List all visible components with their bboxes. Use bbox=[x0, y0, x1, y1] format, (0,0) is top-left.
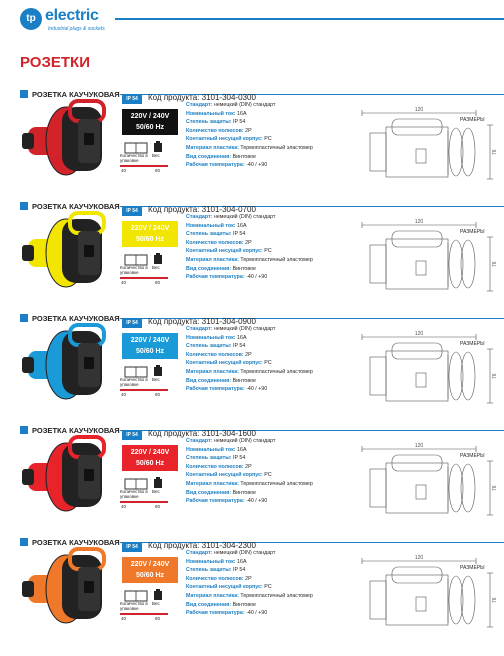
weight-icon bbox=[153, 589, 163, 601]
ip-badge: IP 54 bbox=[122, 319, 142, 328]
spec-key: Номинальный ток: bbox=[186, 446, 236, 453]
spec-key: Контактный несущей корпус: bbox=[186, 472, 263, 479]
spec-value: немецкий (DIN) стандарт bbox=[213, 214, 276, 220]
header-divider bbox=[115, 18, 504, 20]
pack-bar bbox=[120, 389, 168, 391]
dimension-height: 76 bbox=[492, 373, 498, 379]
spec-row-temp bbox=[186, 161, 356, 170]
spec-row-poles bbox=[186, 463, 356, 472]
brand-tagline: Industrial plugs & sockets bbox=[48, 26, 105, 32]
product-section bbox=[0, 537, 504, 649]
dimension-length: 120 bbox=[414, 107, 424, 113]
spec-row-connection bbox=[186, 489, 356, 498]
spec-list bbox=[186, 213, 356, 282]
dimension-drawing bbox=[356, 435, 504, 517]
code-prefix: Код продукта: bbox=[148, 541, 200, 550]
spec-row-standard bbox=[186, 549, 356, 558]
dimension-drawing bbox=[356, 99, 504, 181]
spec-list bbox=[186, 437, 356, 506]
spec-row-connection bbox=[186, 265, 356, 274]
spec-key: Вид соединения: bbox=[186, 601, 232, 608]
spec-row-connection bbox=[186, 377, 356, 386]
spec-value: -40 / +90 bbox=[246, 386, 268, 393]
spec-value: Термопластичный эластомер bbox=[240, 368, 313, 375]
dimensions-label: РАЗМЕРЫ bbox=[460, 229, 485, 235]
spec-key: Материал пластика: bbox=[186, 592, 239, 599]
spec-key: Вид соединения: bbox=[186, 153, 232, 160]
spec-row-temp bbox=[186, 385, 356, 394]
spec-value: Винтовое bbox=[232, 489, 256, 496]
spec-row-current bbox=[186, 446, 356, 455]
spec-row-material bbox=[186, 592, 356, 601]
spec-value: 2P bbox=[245, 239, 252, 246]
spec-value: Термопластичный эластомер bbox=[240, 592, 313, 599]
spec-row-material bbox=[186, 256, 356, 265]
spec-key: Материал пластика: bbox=[186, 256, 239, 263]
spec-row-current bbox=[186, 334, 356, 343]
weight-value: 60 bbox=[155, 392, 161, 397]
spec-value: 2P bbox=[245, 127, 252, 134]
code-value: 3101-304-0900 bbox=[201, 317, 256, 326]
code-prefix: Код продукта: bbox=[148, 205, 200, 214]
spec-value: 16A bbox=[237, 558, 247, 565]
code-prefix: Код продукта: bbox=[148, 429, 200, 438]
dimension-length: 120 bbox=[414, 443, 424, 449]
voltage-badge bbox=[122, 221, 178, 247]
dimension-length: 120 bbox=[414, 555, 424, 561]
pack-quantity: 40 bbox=[121, 392, 127, 397]
dimension-length: 120 bbox=[414, 331, 424, 337]
voltage-badge bbox=[122, 109, 178, 135]
code-value: 3101-304-0300 bbox=[201, 93, 256, 102]
spec-value: PC bbox=[264, 360, 272, 367]
spec-row-material bbox=[186, 144, 356, 153]
spec-key: Номинальный ток: bbox=[186, 334, 236, 341]
spec-value: -40 / +90 bbox=[246, 498, 268, 505]
brand-logo-mark: tp bbox=[20, 8, 42, 30]
weight-value: 60 bbox=[155, 280, 161, 285]
dimensions-label: РАЗМЕРЫ bbox=[460, 341, 485, 347]
pack-label: Количество в упаковке bbox=[120, 377, 148, 387]
spec-row-current bbox=[186, 222, 356, 231]
pack-bar bbox=[120, 165, 168, 167]
pack-bar bbox=[120, 501, 168, 503]
frequency-line: 50/60 Hz bbox=[135, 572, 165, 579]
pack-quantity: 40 bbox=[121, 616, 127, 621]
spec-row-temp bbox=[186, 273, 356, 282]
spec-value: 2P bbox=[245, 463, 252, 470]
spec-key: Вид соединения: bbox=[186, 377, 232, 384]
spec-key: Контактный несущей корпус: bbox=[186, 360, 263, 367]
spec-row-contact bbox=[186, 583, 356, 592]
code-value: 3101-304-0700 bbox=[201, 205, 256, 214]
product-section bbox=[0, 89, 504, 201]
spec-key: Вид соединения: bbox=[186, 265, 232, 272]
pack-label: Количество в упаковке bbox=[120, 265, 148, 275]
spec-row-current bbox=[186, 110, 356, 119]
spec-row-protection bbox=[186, 230, 356, 239]
ip-badge: IP 54 bbox=[122, 431, 142, 440]
voltage-line: 220V / 240V bbox=[130, 225, 170, 232]
spec-key: Стандарт: bbox=[186, 326, 213, 332]
pack-label: Количество в упаковке bbox=[120, 153, 148, 163]
socket-image bbox=[20, 433, 116, 513]
voltage-badge bbox=[122, 557, 178, 583]
spec-value: -40 / +90 bbox=[246, 274, 268, 281]
ip-badge: IP 54 bbox=[122, 95, 142, 104]
section-title: РОЗЕТКА КАУЧУКОВАЯ bbox=[32, 89, 120, 99]
spec-list bbox=[186, 101, 356, 170]
voltage-line: 220V / 240V bbox=[130, 561, 170, 568]
product-section bbox=[0, 201, 504, 313]
voltage-line: 220V / 240V bbox=[130, 449, 170, 456]
dimension-height: 76 bbox=[492, 597, 498, 603]
spec-key: Степень защиты: bbox=[186, 119, 232, 126]
section-title: РОЗЕТКА КАУЧУКОВАЯ bbox=[32, 201, 120, 211]
code-prefix: Код продукта: bbox=[148, 317, 200, 326]
spec-row-standard bbox=[186, 213, 356, 222]
spec-value: IP 54 bbox=[233, 567, 246, 574]
spec-row-contact bbox=[186, 135, 356, 144]
pack-label: Количество в упаковке bbox=[120, 601, 148, 611]
spec-value: PC bbox=[264, 136, 272, 143]
spec-value: -40 / +90 bbox=[246, 162, 268, 169]
dimensions-label: РАЗМЕРЫ bbox=[460, 565, 485, 571]
frequency-line: 50/60 Hz bbox=[135, 460, 165, 467]
spec-row-poles bbox=[186, 239, 356, 248]
spec-row-temp bbox=[186, 497, 356, 506]
section-title: РОЗЕТКА КАУЧУКОВАЯ bbox=[32, 313, 120, 323]
weight-value: 60 bbox=[155, 168, 161, 173]
spec-value: PC bbox=[264, 472, 272, 479]
spec-row-protection bbox=[186, 118, 356, 127]
spec-key: Стандарт: bbox=[186, 214, 213, 220]
spec-key: Рабочая температура: bbox=[186, 274, 245, 281]
weight-icon bbox=[153, 477, 163, 489]
spec-value: немецкий (DIN) стандарт bbox=[213, 438, 276, 444]
spec-row-protection bbox=[186, 566, 356, 575]
section-title: РОЗЕТКА КАУЧУКОВАЯ bbox=[32, 537, 120, 547]
socket-image bbox=[20, 321, 116, 401]
pack-quantity: 40 bbox=[121, 168, 127, 173]
spec-value: Винтовое bbox=[232, 377, 256, 384]
spec-key: Рабочая температура: bbox=[186, 386, 245, 393]
spec-key: Материал пластика: bbox=[186, 480, 239, 487]
spec-value: IP 54 bbox=[233, 231, 246, 238]
weight-value: 60 bbox=[155, 616, 161, 621]
spec-key: Контактный несущей корпус: bbox=[186, 136, 263, 143]
ip-badge: IP 54 bbox=[122, 207, 142, 216]
code-value: 3101-304-1600 bbox=[201, 429, 256, 438]
spec-key: Количество полюсов: bbox=[186, 463, 244, 470]
spec-value: 16A bbox=[237, 222, 247, 229]
pack-quantity: 40 bbox=[121, 504, 127, 509]
spec-row-poles bbox=[186, 351, 356, 360]
ip-badge: IP 54 bbox=[122, 543, 142, 552]
voltage-badge bbox=[122, 445, 178, 471]
weight-label: Вес bbox=[152, 377, 160, 382]
spec-value: немецкий (DIN) стандарт bbox=[213, 102, 276, 108]
dimension-drawing bbox=[356, 547, 504, 629]
spec-key: Материал пластика: bbox=[186, 144, 239, 151]
dimension-drawing bbox=[356, 211, 504, 293]
spec-value: Винтовое bbox=[232, 153, 256, 160]
brand-name: electric bbox=[45, 7, 99, 24]
spec-key: Степень защиты: bbox=[186, 231, 232, 238]
spec-row-standard bbox=[186, 325, 356, 334]
dimension-height: 76 bbox=[492, 261, 498, 267]
spec-row-connection bbox=[186, 601, 356, 610]
weight-icon bbox=[153, 253, 163, 265]
dimension-drawing bbox=[356, 323, 504, 405]
page-title: РОЗЕТКИ bbox=[20, 54, 90, 71]
voltage-badge bbox=[122, 333, 178, 359]
weight-label: Вес bbox=[152, 489, 160, 494]
spec-key: Контактный несущей корпус: bbox=[186, 248, 263, 255]
spec-value: Винтовое bbox=[232, 265, 256, 272]
spec-key: Количество полюсов: bbox=[186, 351, 244, 358]
spec-key: Стандарт: bbox=[186, 438, 213, 444]
frequency-line: 50/60 Hz bbox=[135, 236, 165, 243]
voltage-line: 220V / 240V bbox=[130, 113, 170, 120]
section-title: РОЗЕТКА КАУЧУКОВАЯ bbox=[32, 425, 120, 435]
spec-row-poles bbox=[186, 127, 356, 136]
socket-image bbox=[20, 209, 116, 289]
spec-key: Рабочая температура: bbox=[186, 498, 245, 505]
spec-row-poles bbox=[186, 575, 356, 584]
spec-row-material bbox=[186, 368, 356, 377]
dimension-height: 76 bbox=[492, 149, 498, 155]
spec-value: Термопластичный эластомер bbox=[240, 480, 313, 487]
spec-value: 2P bbox=[245, 351, 252, 358]
product-section bbox=[0, 425, 504, 537]
spec-list bbox=[186, 325, 356, 394]
weight-label: Вес bbox=[152, 601, 160, 606]
frequency-line: 50/60 Hz bbox=[135, 124, 165, 131]
spec-key: Количество полюсов: bbox=[186, 127, 244, 134]
spec-key: Стандарт: bbox=[186, 550, 213, 556]
spec-key: Степень защиты: bbox=[186, 455, 232, 462]
spec-value: 16A bbox=[237, 446, 247, 453]
spec-value: Винтовое bbox=[232, 601, 256, 608]
spec-key: Количество полюсов: bbox=[186, 239, 244, 246]
spec-row-contact bbox=[186, 247, 356, 256]
frequency-line: 50/60 Hz bbox=[135, 348, 165, 355]
header bbox=[0, 0, 504, 38]
spec-value: -40 / +90 bbox=[246, 610, 268, 617]
code-value: 3101-304-2300 bbox=[201, 541, 256, 550]
spec-key: Количество полюсов: bbox=[186, 575, 244, 582]
voltage-line: 220V / 240V bbox=[130, 337, 170, 344]
dimensions-label: РАЗМЕРЫ bbox=[460, 117, 485, 123]
product-section bbox=[0, 313, 504, 425]
spec-value: 16A bbox=[237, 110, 247, 117]
dimensions-label: РАЗМЕРЫ bbox=[460, 453, 485, 459]
weight-label: Вес bbox=[152, 265, 160, 270]
spec-key: Номинальный ток: bbox=[186, 222, 236, 229]
spec-key: Степень защиты: bbox=[186, 567, 232, 574]
socket-image bbox=[20, 97, 116, 177]
spec-value: Термопластичный эластомер bbox=[240, 256, 313, 263]
spec-value: PC bbox=[264, 584, 272, 591]
spec-key: Номинальный ток: bbox=[186, 110, 236, 117]
spec-value: 16A bbox=[237, 334, 247, 341]
spec-value: немецкий (DIN) стандарт bbox=[213, 550, 276, 556]
weight-value: 60 bbox=[155, 504, 161, 509]
spec-row-connection bbox=[186, 153, 356, 162]
pack-quantity: 40 bbox=[121, 280, 127, 285]
spec-key: Вид соединения: bbox=[186, 489, 232, 496]
spec-row-standard bbox=[186, 101, 356, 110]
spec-key: Материал пластика: bbox=[186, 368, 239, 375]
weight-icon bbox=[153, 141, 163, 153]
spec-row-protection bbox=[186, 342, 356, 351]
dimension-length: 120 bbox=[414, 219, 424, 225]
pack-bar bbox=[120, 277, 168, 279]
spec-value: IP 54 bbox=[233, 343, 246, 350]
pack-label: Количество в упаковке bbox=[120, 489, 148, 499]
spec-key: Рабочая температура: bbox=[186, 162, 245, 169]
spec-key: Номинальный ток: bbox=[186, 558, 236, 565]
code-prefix: Код продукта: bbox=[148, 93, 200, 102]
pack-bar bbox=[120, 613, 168, 615]
socket-image bbox=[20, 545, 116, 625]
spec-value: PC bbox=[264, 248, 272, 255]
spec-row-temp bbox=[186, 609, 356, 618]
spec-key: Рабочая температура: bbox=[186, 610, 245, 617]
spec-value: немецкий (DIN) стандарт bbox=[213, 326, 276, 332]
spec-value: IP 54 bbox=[233, 119, 246, 126]
spec-key: Степень защиты: bbox=[186, 343, 232, 350]
weight-label: Вес bbox=[152, 153, 160, 158]
spec-key: Стандарт: bbox=[186, 102, 213, 108]
spec-row-material bbox=[186, 480, 356, 489]
dimension-height: 76 bbox=[492, 485, 498, 491]
spec-value: Термопластичный эластомер bbox=[240, 144, 313, 151]
weight-icon bbox=[153, 365, 163, 377]
spec-row-contact bbox=[186, 359, 356, 368]
spec-key: Контактный несущей корпус: bbox=[186, 584, 263, 591]
spec-row-current bbox=[186, 558, 356, 567]
spec-value: IP 54 bbox=[233, 455, 246, 462]
spec-row-standard bbox=[186, 437, 356, 446]
spec-value: 2P bbox=[245, 575, 252, 582]
spec-row-contact bbox=[186, 471, 356, 480]
spec-row-protection bbox=[186, 454, 356, 463]
spec-list bbox=[186, 549, 356, 618]
